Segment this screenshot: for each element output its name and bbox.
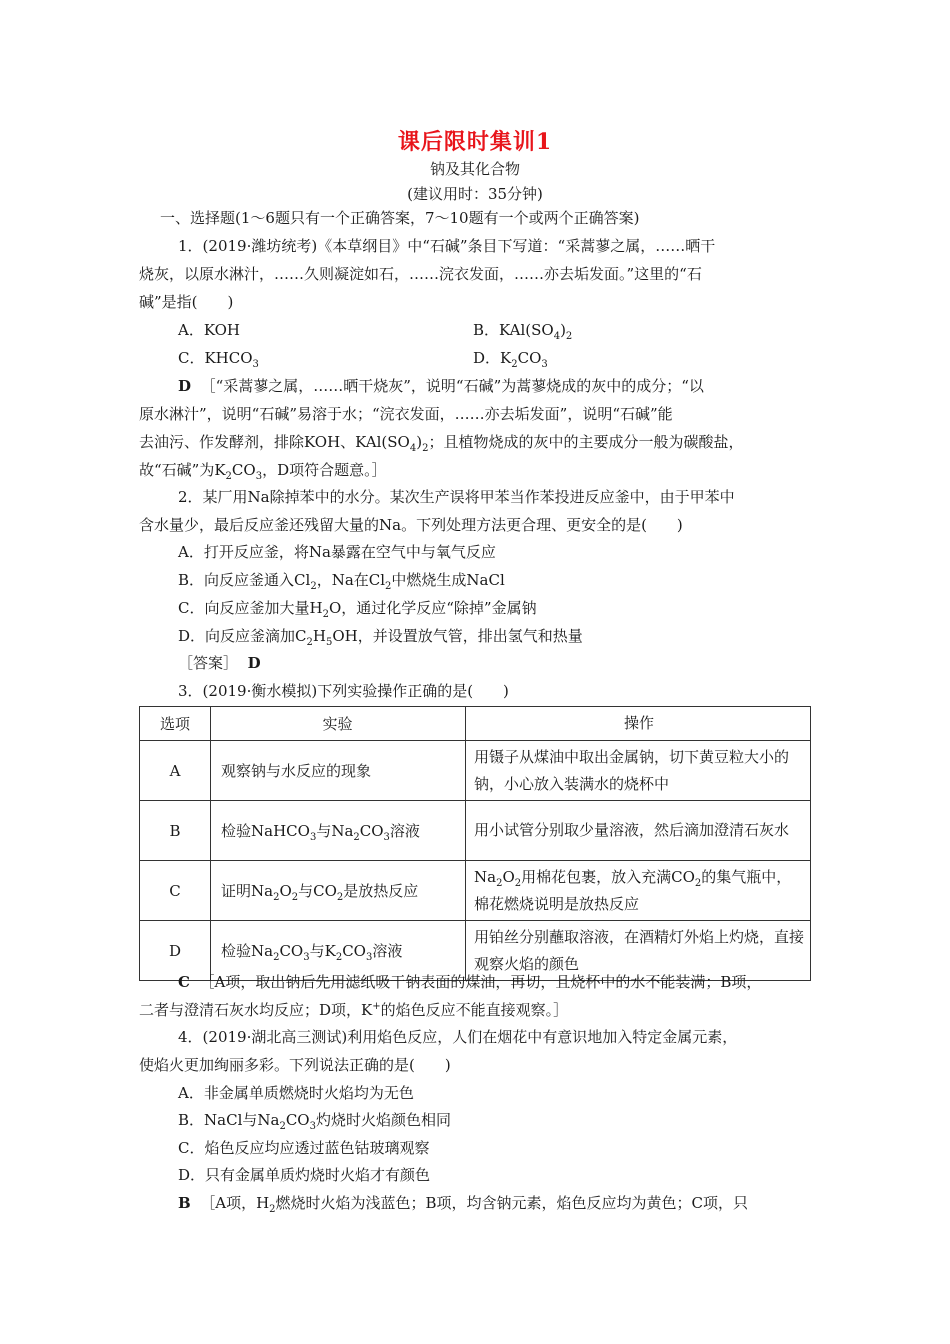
q4-explanation-line: B ［A项，$H_2$燃烧时火焰为浅蓝色；B项，均含钠元素，焰色反应均为黄色；C项，只 (178, 1194, 749, 1215)
table-cell-experiment: 检验$Na_2CO_3$与$K_2CO_3$溶液 (211, 921, 466, 981)
q4-stem-line: 使焰火更加绚丽多彩。下列说法正确的是( ) (139, 1056, 451, 1074)
q4-option-c: C．焰色反应均应透过蓝色钴玻璃观察 (178, 1139, 430, 1157)
table-cell-operation: 用小试管分别取少量溶液，然后滴加澄清石灰水 (466, 801, 811, 861)
table-row (140, 801, 811, 861)
table-cell-operation: $Na_2O_2$用棉花包裹，放入充满$CO_2$的集气瓶中，棉花燃烧说明是放热反应 (466, 861, 811, 921)
table-header-cell: 实验 (211, 707, 466, 741)
table-row (140, 741, 811, 801)
q1-option-a: A．KOH (178, 321, 241, 339)
q2-stem-line: 2．某厂用Na除掉苯中的水分。某次生产误将甲苯当作苯投进反应釜中，由于甲苯中 (178, 488, 735, 506)
table-header-cell: 操作 (466, 707, 811, 741)
q1-explanation-line: 去油污、作发酵剂，排除KOH、$KAl(SO_4)_2$；且植物烧成的灰中的主要成分一般为碳酸盐， (139, 433, 744, 454)
q3-table (139, 706, 811, 981)
q1-stem-line: 烧灰，以原水淋汁，……久则凝淀如石，……浣衣发面，……亦去垢发面。”这里的“石 (139, 265, 702, 283)
section-heading: 一、选择题(1～6题只有一个正确答案，7～10题有一个或两个正确答案) (160, 209, 640, 227)
q1-stem-line: 碱”是指( ) (139, 293, 234, 311)
q3-answer-letter: C (178, 973, 190, 991)
time-note: (建议用时：35分钟) (407, 185, 543, 203)
q2-option-b: B．向反应釜通入$Cl_2$，Na在$Cl_2$中燃烧生成NaCl (178, 571, 505, 592)
q1-explanation-line: 原水淋汁”，说明“石碱”易溶于水；“浣衣发面，……亦去垢发面”，说明“石碱”能 (139, 405, 673, 423)
table-cell-option: B (140, 801, 211, 861)
q3-explanation-line: 二者与澄清石灰水均反应；D项，K+的焰色反应不能直接观察。］ (139, 1001, 569, 1019)
q1-option-d: D．$K_2CO_3$ (473, 349, 548, 370)
table-cell-experiment: 观察钠与水反应的现象 (211, 741, 466, 801)
q2-stem-line: 含水量少，最后反应釜还残留大量的Na。下列处理方法更合理、更安全的是( ) (139, 516, 683, 534)
q4-option-b: B．NaCl与$Na_2CO_3$灼烧时火焰颜色相同 (178, 1111, 451, 1132)
q1-stem-line: 1．(2019·潍坊统考)《本草纲目》中“石碱”条目下写道：“采蒿蓼之属，……晒干 (178, 237, 716, 255)
q2-answer-letter: D (247, 654, 261, 672)
q2-option-d: D．向反应釜滴加$C_2H_5OH$，并设置放气管，排出氢气和热量 (178, 627, 583, 648)
table-cell-option: C (140, 861, 211, 921)
q1-option-c: C．$KHCO_3$ (178, 349, 259, 370)
doc-title: 课后限时集训1 (397, 129, 553, 155)
q1-option-b: B．$KAl(SO_4)_2$ (473, 321, 573, 342)
table-row (140, 861, 811, 921)
doc-subtitle: 钠及其化合物 (429, 160, 520, 178)
q3-explanation-line: C ［A项，取出钠后先用滤纸吸干钠表面的煤油，再切，且烧杯中的水不能装满；B项， (178, 973, 762, 991)
q2-option-c: C．向反应釜加大量$H_2O$，通过化学反应“除掉”金属钠 (178, 599, 537, 620)
table-header-row (140, 707, 811, 741)
table-cell-experiment: 检验NaHCO$_3$与$Na_2CO_3$溶液 (211, 801, 466, 861)
q4-answer-letter: B (178, 1194, 191, 1212)
table-cell-experiment: 证明$Na_2O_2$与$CO_2$是放热反应 (211, 861, 466, 921)
table-cell-option: D (140, 921, 211, 981)
table-cell-option: A (140, 741, 211, 801)
table-header-cell: 选项 (140, 707, 211, 741)
q2-option-a: A．打开反应釜，将Na暴露在空气中与氧气反应 (178, 543, 496, 561)
q2-answer: ［答案］ D (178, 654, 261, 672)
q1-explanation-line: 故“石碱”为$K_2CO_3$，D项符合题意。］ (139, 461, 387, 482)
q4-stem-line: 4．(2019·湖北高三测试)利用焰色反应，人们在烟花中有意识地加入特定金属元素， (178, 1028, 738, 1046)
q1-answer-letter: D (178, 377, 192, 395)
q4-option-a: A．非金属单质燃烧时火焰均为无色 (178, 1084, 414, 1102)
table-cell-operation: 用镊子从煤油中取出金属钠，切下黄豆粒大小的钠，小心放入装满水的烧杯中 (466, 741, 811, 801)
table-cell-operation: 用铂丝分别蘸取溶液，在酒精灯外焰上灼烧，直接观察火焰的颜色 (466, 921, 811, 981)
q1-explanation-line: D ［“采蒿蓼之属，……晒干烧灰”，说明“石碱”为蒿蓼烧成的灰中的成分；“以 (178, 377, 704, 395)
q3-stem: 3．(2019·衡水模拟)下列实验操作正确的是( ) (178, 682, 509, 700)
q4-option-d: D．只有金属单质灼烧时火焰才有颜色 (178, 1166, 431, 1184)
